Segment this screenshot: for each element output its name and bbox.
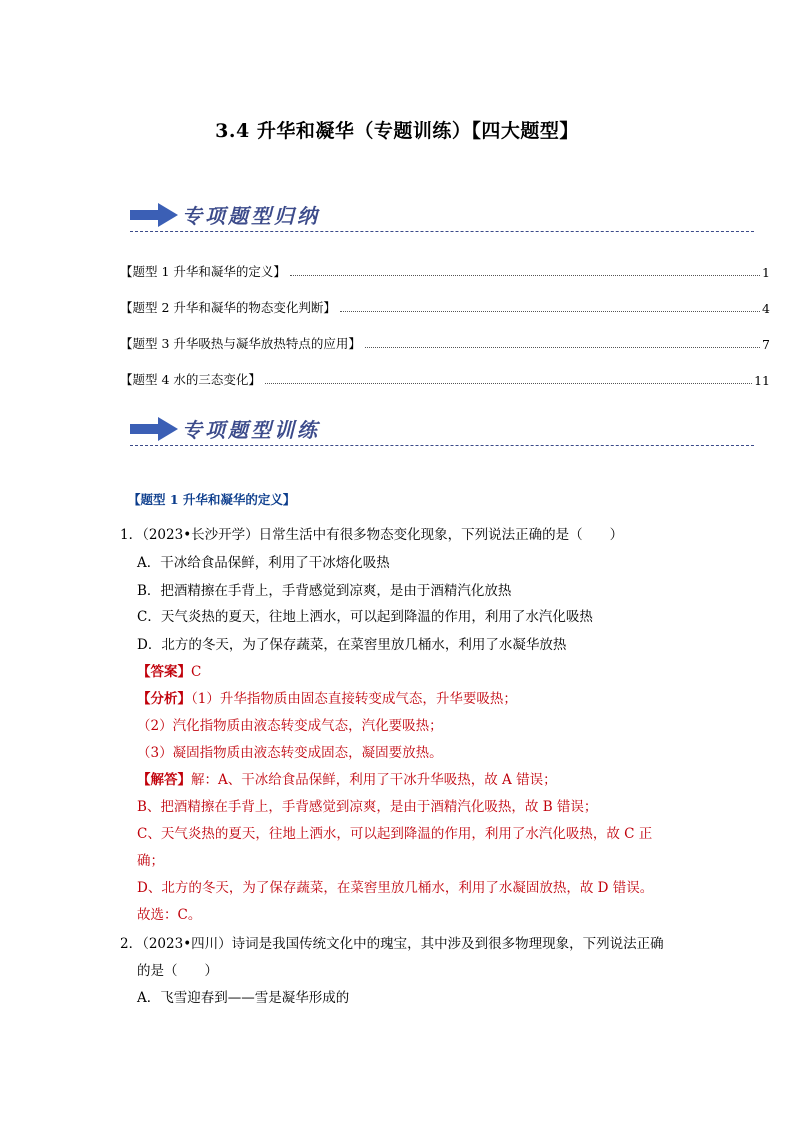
- solution-line: D、北方的冬天，为了保存蔬菜，在菜窖里放几桶水，利用了水凝固放热，故 D 错误。: [137, 880, 654, 896]
- toc-label: 【题型 4 水的三态变化】: [120, 372, 261, 387]
- toc-page: 11: [754, 373, 770, 388]
- solution-line: C、天气炎热的夏天，往地上洒水，可以起到降温的作用，利用了水汽化吸热，故 C 正: [137, 826, 653, 842]
- toc-item[interactable]: [120, 260, 770, 280]
- banner-divider: [130, 231, 754, 232]
- toc-page: 7: [762, 337, 770, 352]
- question-stem-cont: 的是（ ）: [137, 963, 218, 979]
- question-stem: 1．（2023•长沙开学）日常生活中有很多物态变化现象，下列说法正确的是（ ）: [120, 527, 624, 543]
- option-c: C．天气炎热的夏天，往地上洒水，可以起到降温的作用，利用了水汽化吸热: [137, 609, 593, 625]
- toc-page: 1: [762, 265, 770, 280]
- solution-line: 确；: [137, 853, 164, 869]
- option-a: A．干冰给食品保鲜，利用了干冰熔化吸热: [137, 555, 390, 571]
- page-title: 3.4 升华和凝华（专题训练）【四大题型】: [215, 120, 579, 142]
- toc-label: 【题型 2 升华和凝华的物态变化判断】: [120, 300, 336, 315]
- analysis-line: （3）凝固指物质由液态转变成固态，凝固要放热。: [137, 745, 443, 761]
- answer-tag: 【答案】: [137, 664, 191, 680]
- toc-leader: [365, 346, 760, 348]
- analysis-line: （2）汽化指物质由液态转变成气态，汽化要吸热；: [137, 718, 443, 734]
- solution-line: [137, 770, 557, 790]
- toc-page: 4: [762, 301, 770, 316]
- toc-item[interactable]: [120, 296, 770, 316]
- analysis-text: （1）升华指物质由固态直接转变成气态，升华要吸热；: [191, 691, 517, 707]
- solution-text: 解：A、干冰给食品保鲜，利用了干冰升华吸热，故 A 错误；: [191, 772, 557, 788]
- section-heading: 【题型 1 升华和凝华的定义】: [128, 492, 296, 507]
- toc-item[interactable]: [120, 368, 770, 388]
- section-banner-training: [130, 412, 754, 446]
- toc-item[interactable]: [120, 332, 770, 352]
- banner-divider: [130, 445, 754, 446]
- solution-tag: 【解答】: [137, 772, 191, 788]
- option-d: D．北方的冬天，为了保存蔬菜，在菜窖里放几桶水，利用了水凝华放热: [137, 637, 567, 653]
- toc-label: 【题型 3 升华吸热与凝华放热特点的应用】: [120, 336, 361, 351]
- analysis-line: [137, 689, 517, 709]
- toc-leader: [340, 310, 760, 312]
- arrow-icon: [130, 202, 178, 228]
- solution-line: 故选：C。: [137, 907, 202, 923]
- answer-value: C: [191, 664, 202, 680]
- option-b: B．把酒精擦在手背上，手背感觉到凉爽，是由于酒精汽化放热: [137, 583, 512, 599]
- banner-title: 专项题型归纳: [182, 204, 320, 228]
- answer-line: [137, 662, 201, 682]
- toc-label: 【题型 1 升华和凝华的定义】: [120, 264, 286, 279]
- section-banner-summary: [130, 198, 754, 232]
- arrow-icon: [130, 416, 178, 442]
- solution-line: B、把酒精擦在手背上，手背感觉到凉爽，是由于酒精汽化吸热，故 B 错误；: [137, 799, 598, 815]
- banner-title: 专项题型训练: [182, 418, 320, 442]
- analysis-tag: 【分析】: [137, 691, 191, 707]
- toc-leader: [265, 382, 752, 384]
- toc-leader: [290, 274, 760, 276]
- option-a: A．飞雪迎春到——雪是凝华形成的: [137, 990, 350, 1006]
- question-stem: 2．（2023•四川）诗词是我国传统文化中的瑰宝，其中涉及到很多物理现象，下列说法正确: [120, 936, 664, 952]
